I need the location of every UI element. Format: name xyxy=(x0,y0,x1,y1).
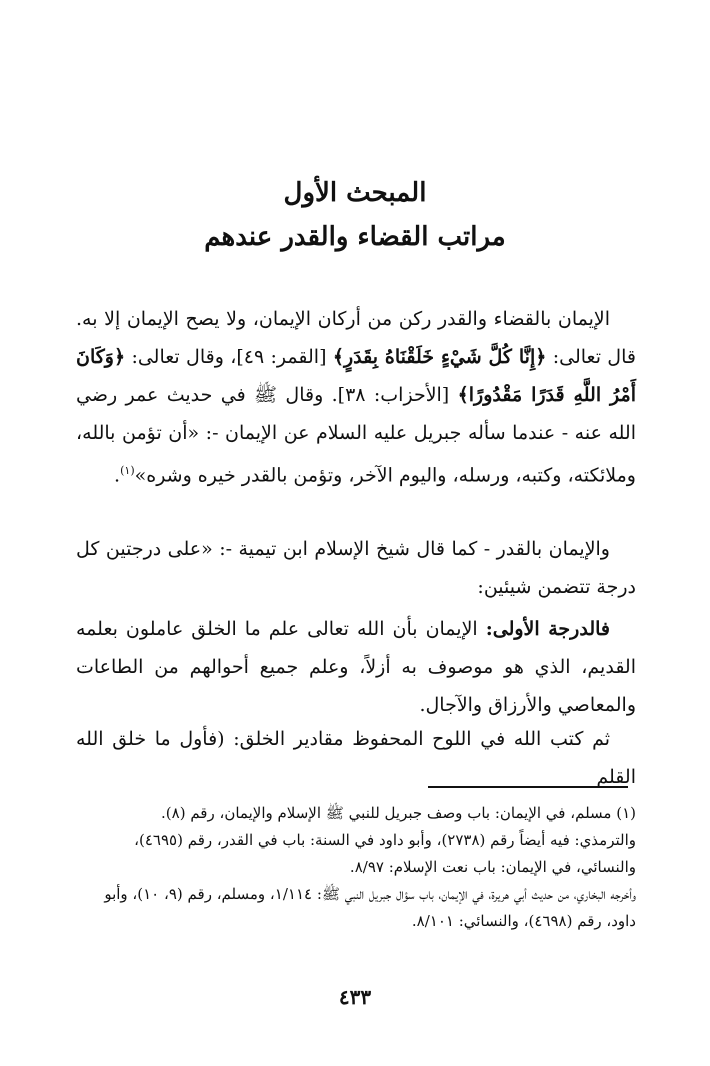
section-label: المبحث الأول xyxy=(283,178,427,208)
footnote-divider xyxy=(428,786,628,788)
footnote-line: والترمذي: فيه أيضاً رقم (٢٧٣٨)، وأبو داود في السنة: باب في القدر، رقم (٤٦٩٥)، والنسائي، في الإيمان: باب نعت الإسلام: ٨/٩٧. xyxy=(134,831,636,876)
first-degree-label: فالدرجة الأولى: xyxy=(485,618,610,640)
first-degree-text: الإيمان بأن الله تعالى علم ما الخلق عاملون بعلمه القديم، الذي هو موصوف به أزلاً، وعلم جميع أحوالهم من الطاعات والمعاصي والأرزاق والآجال. xyxy=(76,618,636,716)
quran-verse-2: ﴿وَكَانَ أَمْرُ اللَّهِ قَدَرًا مَقْدُورًا﴾ xyxy=(76,346,636,406)
page-number: ٤٣٣ xyxy=(338,985,372,1009)
hadith-text: [الأحزاب: ٣٨]. وقال ﷺ في حديث عمر رضي الله عنه - عندما سأله جبريل عليه السلام عن الإيمان -: «أن تؤمن بالله، وملائكته، وكتبه، ورسله، واليوم الآخر، وتؤمن بالقدر خيره وشره» xyxy=(76,384,636,487)
paragraph-1 xyxy=(76,300,636,494)
quran-verse-1: ﴿إِنَّا كُلَّ شَيْءٍ خَلَقْنَاهُ بِقَدَرٍ﴾ xyxy=(332,346,547,368)
footnote-line: وأخرجه البخاري، من حديث أبي هريرة، في الإيمان، باب سؤال جبريل النبي ﷺ: ١/١١٤، ومسلم، رقم (٩، ١٠)، وأبو داود، رقم (٤٦٩٨)، والنسائي: ٨/١٠١. xyxy=(104,885,636,930)
paragraph-3 xyxy=(76,610,636,724)
paragraph-4: ثم كتب الله في اللوح المحفوظ مقادير الخلق: (فأول ما خلق الله القلم xyxy=(76,728,636,788)
paragraph-2: والإيمان بالقدر - كما قال شيخ الإسلام ابن تيمية -: «على درجتين كل درجة تتضمن شيئين: xyxy=(76,538,636,598)
paragraph-1-text: الإيمان بالقضاء والقدر ركن من أركان الإيمان، ولا يصح الإيمان إلا به. قال تعالى: xyxy=(76,308,636,368)
verse-reference-1: [القمر: ٤٩]، وقال تعالى: xyxy=(125,346,333,368)
footnote-marker[interactable]: (١) xyxy=(120,464,135,477)
footnote-line: (١) مسلم، في الإيمان: باب وصف جبريل للنبي ﷺ الإسلام والإيمان، رقم (٨). xyxy=(161,804,636,822)
page-title: مراتب القضاء والقدر عندهم xyxy=(204,222,506,252)
footnotes xyxy=(76,800,636,935)
paragraph-1-end: . xyxy=(114,464,121,487)
